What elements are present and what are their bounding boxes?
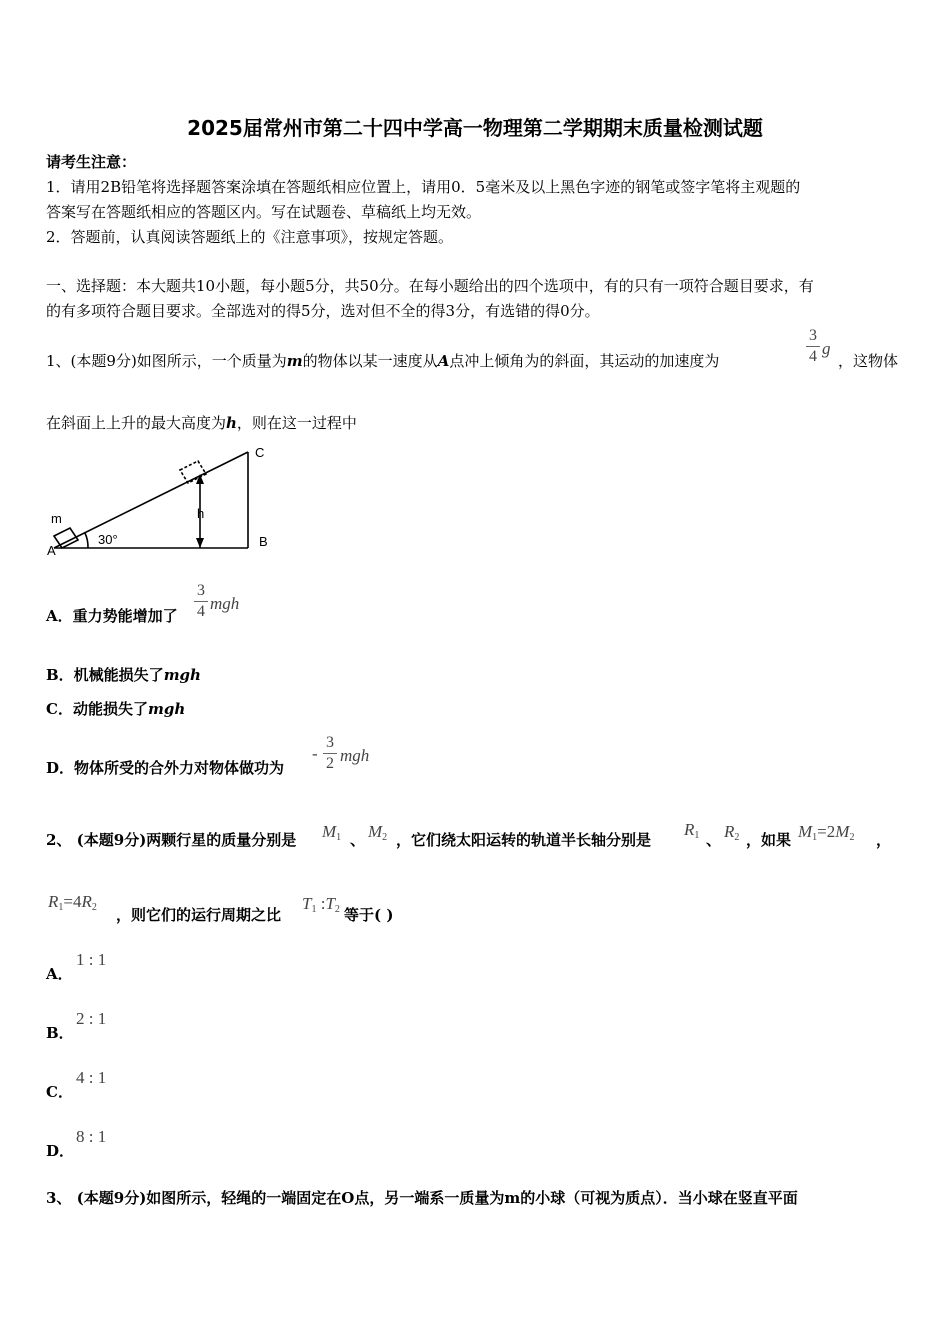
- q1-prefix: 1、(本题9分)如图所示，一个质量为: [46, 352, 287, 370]
- q2-sep1: 、: [350, 831, 366, 849]
- q2-R1: $R_1$: [684, 820, 700, 841]
- q1-option-B-label: B．机械能损失了: [46, 666, 164, 684]
- height-arrow-down-head: [196, 538, 204, 548]
- label-B: B: [259, 534, 268, 549]
- q1-line1: [46, 351, 719, 371]
- q2-prefix: 2、 (本题9分)两颗行星的质量分别是: [46, 831, 297, 849]
- q1-option-D-label: D．物体所受的合外力对物体做功为: [46, 759, 285, 777]
- q2-M1: $M_1$: [322, 822, 342, 843]
- notice-item1-line2: 答案写在答题纸相应的答题区内。写在试题卷、草稿纸上均无效。: [46, 203, 482, 221]
- q2-T-ratio: $T_1$ $:T_2$: [302, 894, 340, 915]
- notice-item2: 2．答题前，认真阅读答题纸上的《注意事项》，按规定答题。: [46, 228, 454, 246]
- q1-option-C-expr: mgh: [147, 700, 186, 718]
- label-h: h: [197, 506, 205, 521]
- incline-slope-line: [54, 452, 248, 548]
- q1-option-C: [46, 699, 185, 719]
- q1-option-A-num: 3: [197, 582, 205, 599]
- label-A: A: [47, 543, 56, 558]
- q3-line1: 3、 (本题9分)如图所示，轻绳的一端固定在O点，另一端系一质量为m的小球（可视为质点）．当小球在竖直平面: [46, 1189, 798, 1207]
- q1-option-D-expr: mgh: [340, 746, 370, 765]
- q1-option-A-label: A．重力势能增加了: [46, 607, 178, 625]
- label-m: m: [51, 511, 62, 526]
- q1-option-A-fraction: [194, 582, 208, 621]
- q2-option-D-label: D．: [46, 1142, 75, 1160]
- q1-A: A: [437, 352, 450, 370]
- section1-line1: 一、选择题：本大题共10小题，每小题5分，共50分。在每小题给出的四个选项中，有的只有一项符合题目要求，有: [46, 277, 814, 295]
- q2-option-C-value: 4 : 1: [76, 1068, 107, 1087]
- q2-option-B-value: 2 : 1: [76, 1009, 107, 1028]
- q2-line2-post: 等于( ): [344, 906, 394, 924]
- q1-accel-fraction: [806, 327, 820, 366]
- q1-option-D-fraction: [323, 734, 337, 773]
- label-C: C: [255, 445, 265, 460]
- q1-h: h: [226, 414, 237, 432]
- q2-R2: $R_2$: [724, 822, 740, 843]
- notice-heading: 请考生注意：: [46, 153, 137, 171]
- q2-option-C-label: C．: [46, 1083, 73, 1101]
- label-angle: 30°: [98, 532, 118, 547]
- q2-cond1: $M_1=2M_2$: [798, 822, 855, 843]
- q2-option-A-value: 1 : 1: [76, 950, 107, 969]
- q1-line2: [46, 413, 357, 433]
- q1-mid2: 点冲上倾角为的斜面，其运动的加速度为: [449, 352, 720, 370]
- q1-line2-pre: 在斜面上上升的最大高度为: [46, 414, 227, 432]
- page-title: 2025届常州市第二十四中学高一物理第二学期期末质量检测试题: [187, 116, 763, 140]
- q1-option-A-expr: mgh: [210, 594, 240, 613]
- section1-line2: 的有多项符合题目要求。全部选对的得5分，选对但不全的得3分，有选错的得0分。: [46, 302, 600, 320]
- q1-line2-post: ，则在这一过程中: [236, 414, 357, 432]
- q1-option-D-sign: -: [312, 744, 318, 763]
- q1-accel-g: g: [822, 339, 831, 358]
- angle-arc: [85, 533, 88, 548]
- q2-option-D-value: 8 : 1: [76, 1127, 107, 1146]
- q2-sep2: 、: [706, 831, 722, 849]
- q2-comma: ，: [876, 831, 892, 849]
- q1-option-B: [46, 665, 201, 685]
- q2-mid2: ，如果: [746, 831, 792, 849]
- q2-option-B-label: B．: [46, 1024, 74, 1042]
- q1-accel-num: 3: [809, 327, 817, 344]
- q1-option-D-num: 3: [326, 734, 334, 751]
- q1-option-B-expr: mgh: [163, 666, 201, 684]
- q1-option-C-label: C．动能损失了: [46, 700, 148, 718]
- incline-figure: [44, 440, 276, 558]
- q2-line2-mid: ，则它们的运行周期之比: [116, 906, 282, 924]
- q2-M2: $M_2$: [368, 822, 388, 843]
- q1-suffix: ，这物体: [838, 352, 899, 370]
- q1-accel-den: 4: [809, 348, 817, 365]
- q2-cond2: $R_1=4R_2$: [48, 892, 97, 913]
- q1-option-D-den: 2: [326, 755, 334, 772]
- notice-item1-line1: 1．请用2B铅笔将选择题答案涂填在答题纸相应位置上，请用0．5毫米及以上黑色字迹的钢笔或签字笔将主观题的: [46, 178, 801, 196]
- q1-mid1: 的物体以某一速度从: [302, 352, 438, 370]
- q1-m: m: [286, 352, 303, 370]
- q2-option-A-label: A．: [46, 965, 73, 983]
- q1-option-A-den: 4: [197, 603, 205, 620]
- q2-mid1: ，它们绕太阳运转的轨道半长轴分别是: [396, 831, 652, 849]
